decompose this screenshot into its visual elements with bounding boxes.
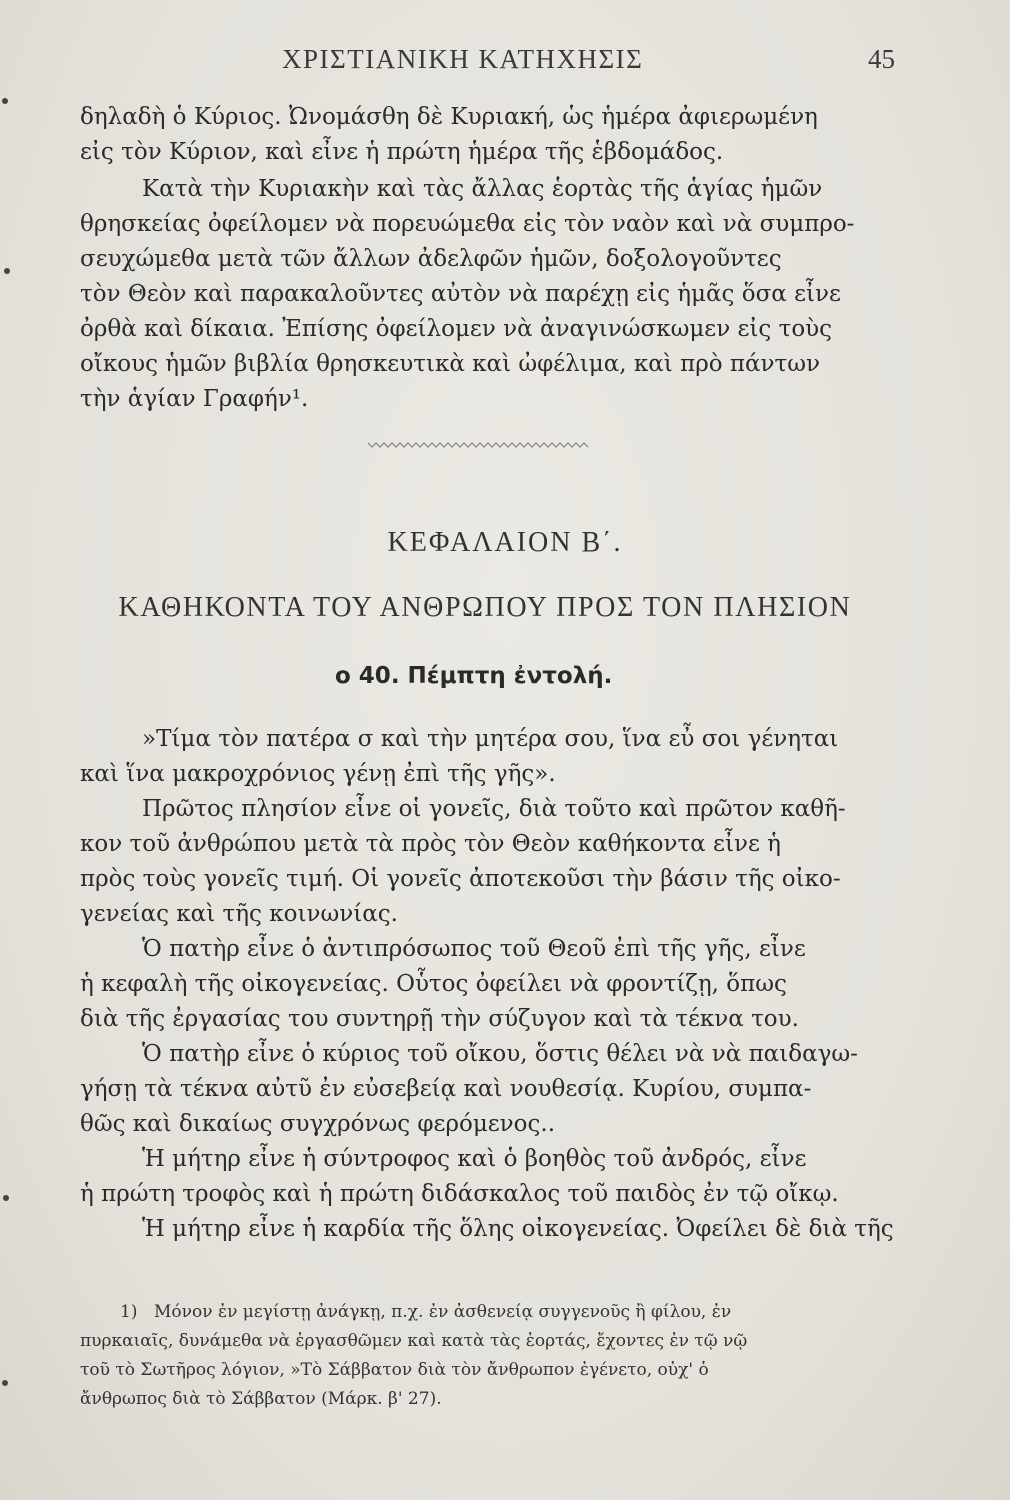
text-line: Ἡ μήτηρ εἶνε ἡ καρδία τῆς ὅλης οἰκογενείας. Ὀφείλει δὲ διὰ τῆς (142, 1216, 894, 1242)
text-line: ὀρθὰ καὶ δίκαια. Ἐπίσης ὀφείλομεν νὰ ἀναγινώσκωμεν εἰς τοὺς (80, 316, 833, 342)
text-line: δηλαδὴ ὁ Κύριος. Ὠνομάσθη δὲ Κυριακή, ὡς ἡμέρα ἀφιερωμένη (80, 104, 818, 130)
running-title: ΧΡΙΣΤΙΑΝΙΚΗ ΚΑΤΗΧΗΣΙΣ (282, 44, 644, 74)
text-line: Πρῶτος πλησίον εἶνε οἱ γονεῖς, διὰ τοῦτο καὶ πρῶτον καθῆ- (142, 796, 846, 822)
footnote-line: Μόνον ἐν μεγίστῃ ἀνάγκῃ, π.χ. ἐν ἀσθενείᾳ συγγενοῦς ἢ φίλου, ἐν (154, 1302, 732, 1322)
margin-speck (4, 268, 10, 274)
text-line: εἰς τὸν Κύριον, καὶ εἶνε ἡ πρώτη ἡμέρα τῆς ἑβδομάδος. (80, 139, 724, 165)
footnote-line: πυρκαιαῖς, δυνάμεθα νὰ ἐργασθῶμεν καὶ κατὰ τὰς ἑορτάς, ἔχοντες ἐν τῷ νῷ (80, 1331, 748, 1351)
footnote-line: ἄνθρωπος διὰ τὸ Σάββατον (Μάρκ. β' 27). (80, 1389, 442, 1409)
footnote-marker: 1) (120, 1302, 138, 1322)
text-line: καὶ ἵνα μακροχρόνιος γένῃ ἐπὶ τῆς γῆς». (80, 761, 556, 787)
page-number: 45 (868, 44, 895, 74)
text-line: γήσῃ τὰ τέκνα αὐτῦ ἐν εὐσεβείᾳ καὶ νουθεσίᾳ. Κυρίου, συμπα- (80, 1076, 812, 1102)
text-line: θρησκείας ὀφείλομεν νὰ πορευώμεθα εἰς τὸν ναὸν καὶ νὰ συμπρο- (80, 211, 855, 237)
section-heading: ο 40. Πέμπτη ἐντολή. (335, 663, 613, 689)
text-line: σευχώμεθα μετὰ τῶν ἄλλων ἀδελφῶν ἡμῶν, δοξολογοῦντες (80, 246, 782, 272)
text-line: ἡ κεφαλὴ τῆς οἰκογενείας. Οὗτος ὀφείλει νὰ φροντίζῃ, ὅπως (80, 971, 787, 997)
ornamental-divider (368, 440, 588, 450)
paragraph-worship (80, 172, 880, 417)
text-line: κον τοῦ ἀνθρώπου μετὰ τὰ πρὸς τὸν Θεὸν καθήκοντα εἶνε ἡ (80, 831, 781, 857)
text-line: Κατὰ τὴν Κυριακὴν καὶ τὰς ἄλλας ἑορτὰς τῆς ἁγίας ἡμῶν (142, 176, 823, 202)
paragraph-commandment (80, 722, 894, 1247)
text-line: »Τίμα τὸν πατέρα σ καὶ τὴν μητέρα σου, ἵνα εὖ σοι γένηται (142, 726, 839, 752)
text-line: οἴκους ἡμῶν βιβλία θρησκευτικὰ καὶ ὠφέλιμα, καὶ πρὸ πάντων (80, 351, 820, 377)
text-line: διὰ τῆς ἐργασίας του συντηρῇ τὴν σύζυγον καὶ τὰ τέκνα του. (80, 1006, 799, 1032)
text-line: ἡ πρώτη τροφὸς καὶ ἡ πρώτη διδάσκαλος τοῦ παιδὸς ἐν τῷ οἴκῳ. (80, 1181, 839, 1207)
text-line: θῶς καὶ δικαίως συγχρόνως φερόμενος.. (80, 1111, 556, 1137)
margin-speck (2, 1380, 8, 1386)
text-line: Ὁ πατὴρ εἶνε ὁ ἀντιπρόσωπος τοῦ Θεοῦ ἐπὶ τῆς γῆς, εἶνε (142, 936, 806, 962)
text-line: γενείας καὶ τῆς κοινωνίας. (80, 901, 398, 927)
paragraph-continued (80, 100, 880, 170)
text-line: Ἡ μήτηρ εἶνε ἡ σύντροφος καὶ ὁ βοηθὸς τοῦ ἀνδρός, εἶνε (142, 1146, 807, 1172)
margin-speck (2, 98, 8, 104)
footnote-line: τοῦ τὸ Σωτῆρος λόγιον, »Τὸ Σάββατον διὰ τὸν ἄνθρωπον ἐγένετο, οὐχ' ὁ (80, 1360, 709, 1380)
chapter-label: ΚΕΦΑΛΑΙΟΝ Β΄. (387, 527, 623, 558)
text-line: τὴν ἁγίαν Γραφήν¹. (80, 386, 309, 412)
chapter-title: ΚΑΘΗΚΟΝΤΑ ΤΟΥ ΑΝΘΡΩΠΟΥ ΠΡΟΣ ΤΟΝ ΠΛΗΣΙΟΝ (118, 592, 852, 623)
text-line: Ὁ πατὴρ εἶνε ὁ κύριος τοῦ οἴκου, ὅστις θέλει νὰ νὰ παιδαγω- (142, 1041, 858, 1067)
text-line: πρὸς τοὺς γονεῖς τιμή. Οἱ γονεῖς ἀποτεκοῦσι τὴν βάσιν τῆς οἰκο- (80, 866, 841, 892)
footnote (80, 1298, 880, 1414)
text-line: τὸν Θεὸν καὶ παρακαλοῦντες αὐτὸν νὰ παρέχῃ εἰς ἡμᾶς ὅσα εἶνε (80, 281, 841, 307)
margin-speck (3, 1195, 9, 1201)
